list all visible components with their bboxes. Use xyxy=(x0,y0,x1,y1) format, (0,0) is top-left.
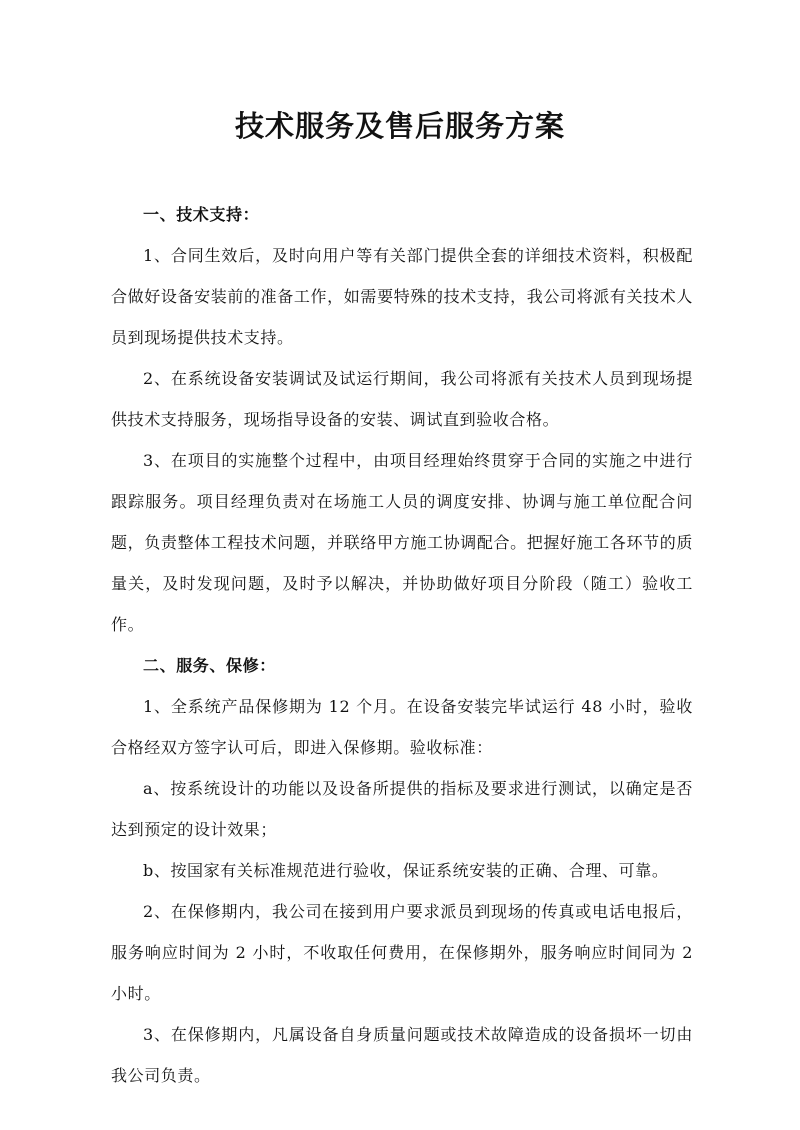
section-heading-technical-support: 一、技术支持： xyxy=(143,205,260,224)
paragraph-service-3: 3、在保修期内，凡属设备自身质量问题或技术故障造成的设备损坏一切由我公司负责。 xyxy=(111,1025,693,1085)
paragraph-service-b: b、按国家有关标准规范进行验收，保证系统安装的正确、合理、可靠。 xyxy=(143,861,669,880)
section-heading-service-warranty: 二、服务、保修： xyxy=(143,656,276,675)
paragraph-service-a: a、按系统设计的功能以及设备所提供的指标及要求进行测试，以确定是否达到预定的设计效果； xyxy=(111,779,693,839)
paragraph-technical-2: 2、在系统设备安装调试及试运行期间，我公司将派有关技术人员到现场提供技术支持服务，现场指导设备的安装、调试直到验收合格。 xyxy=(111,369,693,429)
paragraph-service-1: 1、全系统产品保修期为 12 个月。在设备安装完毕试运行 48 小时，验收合格经双方签字认可后，即进入保修期。验收标准： xyxy=(111,697,693,757)
paragraph-service-2: 2、在保修期内，我公司在接到用户要求派员到现场的传真或电话电报后，服务响应时间为 2 小时，不收取任何费用，在保修期外，服务响应时间同为 2 小时。 xyxy=(111,902,693,1003)
document-body xyxy=(111,194,693,1096)
paragraph-technical-1: 1、合同生效后，及时向用户等有关部门提供全套的详细技术资料，积极配合做好设备安装前的准备工作，如需要特殊的技术支持，我公司将派有关技术人员到现场提供技术支持。 xyxy=(111,246,693,347)
document-title: 技术服务及售后服务方案 xyxy=(234,109,565,143)
paragraph-technical-3: 3、在项目的实施整个过程中，由项目经理始终贯穿于合同的实施之中进行跟踪服务。项目经理负责对在场施工人员的调度安排、协调与施工单位配合问题，负责整体工程技术问题，并联络甲方施工协调配合。把握好施工各环节的质量关，及时发现问题，及时予以解决，并协助做好项目分阶段（随工）验收工作。 xyxy=(111,451,693,634)
